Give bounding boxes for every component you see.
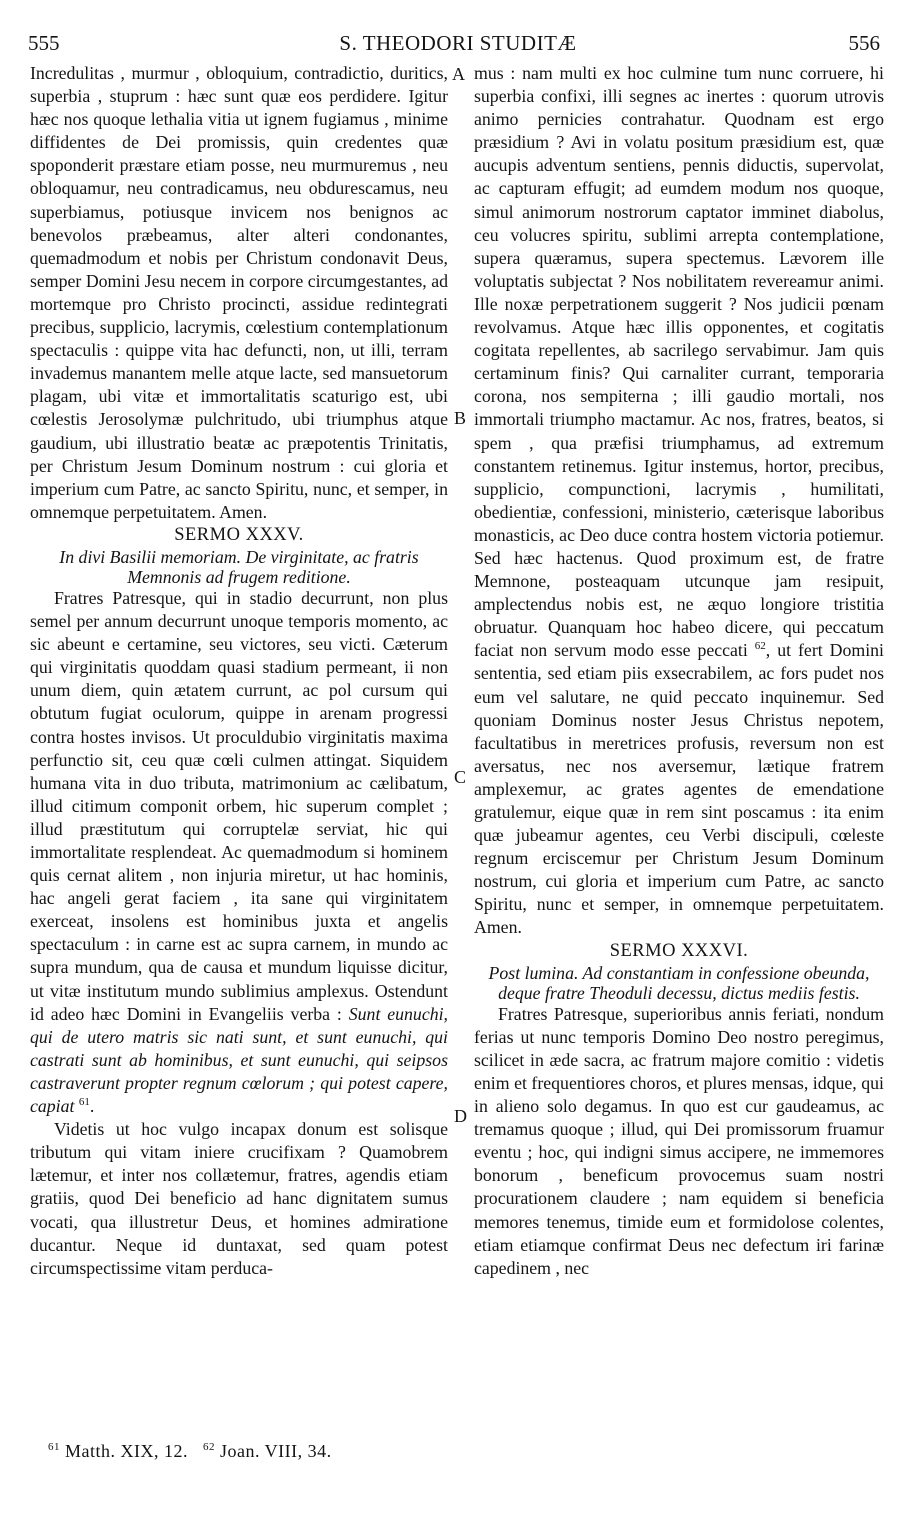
left-paragraph-2 bbox=[30, 587, 448, 1118]
left-paragraph-1: Incredulitas , murmur , obloquium, contradictio, duritics, superbia , stuprum : hæc sunt quæ eos perdidere. Igitur hæc nos quoque lethalia vitia ut ignem fugiamus , minime diffidentes de Dei promissis, quin credentes quæ spoponderit præstare etiam posse, neu murmuremus , neu obloquamur, neu contradicamus, neu obdurescamus, neu superbiamus, potiusque invicem nos benignos ac benevolos præbeamus, alter alteri condonantes, quemadmodum et nobis per Christum condonavit Deus, semper Domini Jesu necem in corpore circumgestantes, ad mortemque pro Christo procincti, assidue redintegrati precibus, supplicio, lacrymis, cœlestium contemplationum spectaculis : quippe vita hac defuncti, non, ut illi, terram invademus manantem melle atque lacte, sed mansuetorum plagam, ubi vitæ et immortalitatis scaturigo est, ubi cœlestis Jerosolymæ pulchritudo, ubi triumphus atque gaudium, ubi illustratio beatæ ac præpotentis Trinitatis, per Christum Jesum Dominum nostrum : cui gloria et imperium cum Patre, ac sancto Spiritu, nunc, et semper, in omnemque perpetuitatem. Amen. bbox=[30, 63, 448, 522]
sermon-heading-35: SERMO XXXV. bbox=[174, 524, 304, 545]
left-paragraph-3: Videtis ut hoc vulgo incapax donum est solisque tributum qui vitam iniere crucifixam ? Quamobrem lætemur, et inter nos collætemur, fratres, agendis etiam gratiis, quod Dei beneficio ad hanc dignitatem sumus vocati, qua illustretur Deus, et homines admiratione ducantur. Neque id duntaxat, sed quam potest circumspectissime vitam perduca- bbox=[30, 1119, 448, 1278]
sermon-heading-36: SERMO XXXVI. bbox=[609, 940, 749, 961]
footnote-62-text: Joan. VIII, 34. bbox=[220, 1441, 332, 1461]
right-paragraph-2: Fratres Patresque, superioribus annis feriati, nondum ferias ut nunc temporis Domino Deo nostro peregimus, scilicet in æde sacra, ac fratrum majore comitio : videtis enim et frequentiores choros, et plures mensas, idque, qui in alieno solo degamus. In quo est cur gaudeamus, ac tremamus quoque ; illud, qui Dei promissorum fruamur eventu ; hoc, qui indigni simus accipere, ne immemores bonorum , beneficum provocemus suam nostri procurationem claudere ; nam equidem si beneficia memores tenemus, timide eum et formidolose colentes, etiam etiamque confirmat Deus nec defectum iri farinæ capedinem , nec bbox=[474, 1003, 884, 1278]
right-paragraph-1b: , ut fert Domini sententia, sed etiam piis exsecrabilem, ac fors pudet nos eum vel salutare, ne quid peccato inquinemur. Sed quoniam Dominus noster Jesus Christus nepotem, facultatibus in meretrices profusis, reversum non est aversatus, nec nos aversemur, lætique fratrem amplexemur, ac grates agentes de emendatione gratulemur, eique quæ in rem sint poscamus : ita enim quæ jubeamur agentes, ceu Verbi discipuli, cœleste regnum erciscemur per Christum Jesum Dominum nostrum, cui gloria et imperium cum Patre, ac sancto Spiritu, nunc et semper, in omnemque perpetuitatem. Amen. bbox=[474, 640, 884, 938]
right-paragraph-1 bbox=[474, 62, 884, 940]
footnotes bbox=[48, 1440, 332, 1462]
margin-mark-b: B bbox=[454, 408, 467, 428]
sermon-subtitle-35: In divi Basilii memoriam. De virginitate, ac fratris Memnonis ad frugem reditione. bbox=[59, 546, 419, 587]
footnote-62-number: 62 bbox=[203, 1441, 215, 1453]
left-column bbox=[30, 62, 448, 1280]
right-paragraph-1a: mus : nam multi ex hoc culmine tum nunc corruere, hi superbia confixi, illi segnes ac inertes : quorum utrovis animo pernicies contrahatur. Quodnam est ergo præsidium ? Avi in volatu positum præsidium est, quæ aucupis adventum sentiens, pennis diductis, supervolat, ac capturam effugit; ad eumdem modum nos quoque, simul animorum nostrorum captator imminet diabolus, ceu volucres spiritu, sublimi arrepta contemplatione, supera quæramus, supera spectemus. Lævorem ille voluptatis subjectat ? Nos nobilitatem revereamur animi. Ille noxæ perpetrationem suggerit ? Nos judicii pœnam revolvamus. Atque hæc illis opponentes, et cogitatis cogitata repellentes, ab sacrilego servabimur. Jam quis certaminum finis? Qui carnaliter currant, temporaria corona, nos sempiterna ; illi gaudio mortali, nos immortali triumpho mactamur. Ac nos, fratres, beatos, si spem , qua præfisi triumphamus, ad extremum constantem retinemus. Igitur instemus, hortor, precibus, supplicio, compunctioni, lacrymis , humilitati, obedientiæ, confessioni, ministerio, cæterisque laboribus monasticis, ac Deo duce contra hostem victoria potiemur. Sed hæc hactenus. Quod proximum est, de fratre Memnone, posteaquam utcunque jam resipuit, amplectendus nobis est, ne æquo longiore tristitia obruatur. Quanquam hoc habeo dicere, qui peccatum faciat non servum modo esse peccati bbox=[474, 63, 884, 661]
gospel-quote: Sunt eunuchi, qui de utero matris sic nati sunt, et sunt eunuchi, qui castrati sunt ab hominibus, et sunt eunuchi, qui seipsos castraverunt propter regnum cœlorum ; qui potest capere, capiat bbox=[30, 1003, 448, 1117]
sermon-subtitle-36: Post lumina. Ad constantiam in confessione obeunda, deque fratre Theoduli decessu, dictus mediis festis. bbox=[488, 962, 870, 1003]
margin-mark-c: C bbox=[454, 767, 467, 787]
margin-mark-a: A bbox=[452, 64, 465, 84]
quote-end: . bbox=[89, 1096, 95, 1117]
right-column bbox=[474, 62, 884, 1280]
page-number-left: 555 bbox=[28, 31, 60, 55]
footnote-ref-62: 62 bbox=[754, 640, 766, 653]
margin-mark-d: D bbox=[454, 1106, 467, 1126]
footnote-61-text: Matth. XIX, 12. bbox=[65, 1441, 188, 1461]
running-title: S. THEODORI STUDITÆ bbox=[339, 31, 577, 55]
footnote-ref-61: 61 bbox=[78, 1096, 90, 1109]
left-paragraph-2-text: Fratres Patresque, qui in stadio decurrunt, non plus semel per annum decurrunt unoque temporis momento, ac sic abeunt e certamine, seu victores, seu victi. Cæterum qui virginitatis quoddam quasi stadium permeant, ii non unum diem, quin ætatem currunt, ac pol cursum qui obtutum fugiat oculorum, quippe in arenam progressi contra hostes invisos. Ut proculdubio virginitatis maxima perfunctio sit, ceu quæ cœli culmen attingat. Siquidem humana vita in duo tributa, matrimonium ac cælibatum, illud citimum componit orbem, hic superum complet ; illud præstitutum qui corruptelæ serviat, hic qui immortalitate resplendeat. Ac quemadmodum si hominem quis cernat alitem , non injuria miretur, ut hac hominis, hac angeli gerat faciem , ita sane qui virginitatem exerceat, insolens est hominibus juxta et angelis spectaculum : in carne est ac supra carnem, in mundo ac supra mundum, qua de causa et mundum liquisse dicitur, ut vitæ institutum mundo sublimius amplexus. Ostendunt id adeo hæc Domini in Evangeliis verba : bbox=[30, 587, 448, 1024]
footnote-61-number: 61 bbox=[48, 1441, 60, 1453]
page-number-right: 556 bbox=[848, 31, 880, 55]
